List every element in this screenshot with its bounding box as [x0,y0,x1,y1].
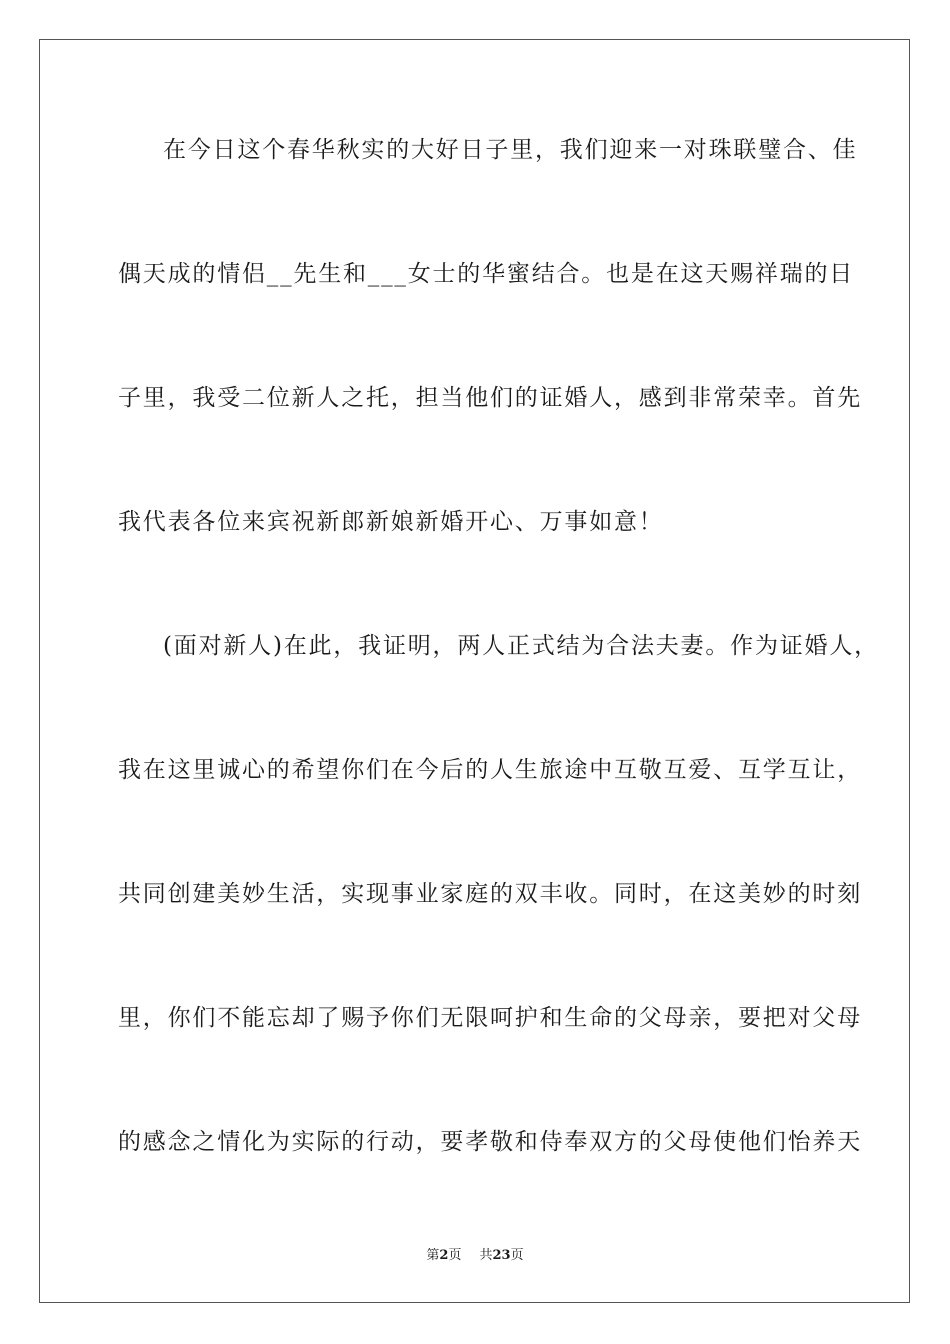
total-pages-label: 共23页 [479,1248,524,1263]
paragraph-line: 偶天成的情侣__先生和___女士的华蜜结合。也是在这天赐祥瑞的日 [118,261,855,287]
paragraph-line: 共同创建美妙生活，实现事业家庭的双丰收。同时，在这美妙的时刻 [118,881,862,907]
paragraph-line: 在今日这个春华秋实的大好日子里，我们迎来一对珠联璧合、佳 [163,137,858,163]
paragraph-line: 我代表各位来宾祝新郎新娘新婚开心、万事如意！ [118,509,664,535]
page-footer [0,1248,950,1264]
page-frame [39,39,910,1303]
page-number-label: 第2页 [426,1248,462,1263]
paragraph-line: 我在这里诚心的希望你们在今后的人生旅途中互敬互爱、互学互让， [118,757,862,783]
paragraph-line: (面对新人)在此，我证明，两人正式结为合法夫妻。作为证婚人， [163,633,879,659]
paragraph-line: 里，你们不能忘却了赐予你们无限呵护和生命的父母亲，要把对父母 [118,1005,862,1031]
paragraph-line: 子里，我受二位新人之托，担当他们的证婚人，感到非常荣幸。首先 [118,385,862,411]
paragraph-line: 的感念之情化为实际的行动，要孝敬和侍奉双方的父母使他们怡养天 [118,1129,862,1155]
